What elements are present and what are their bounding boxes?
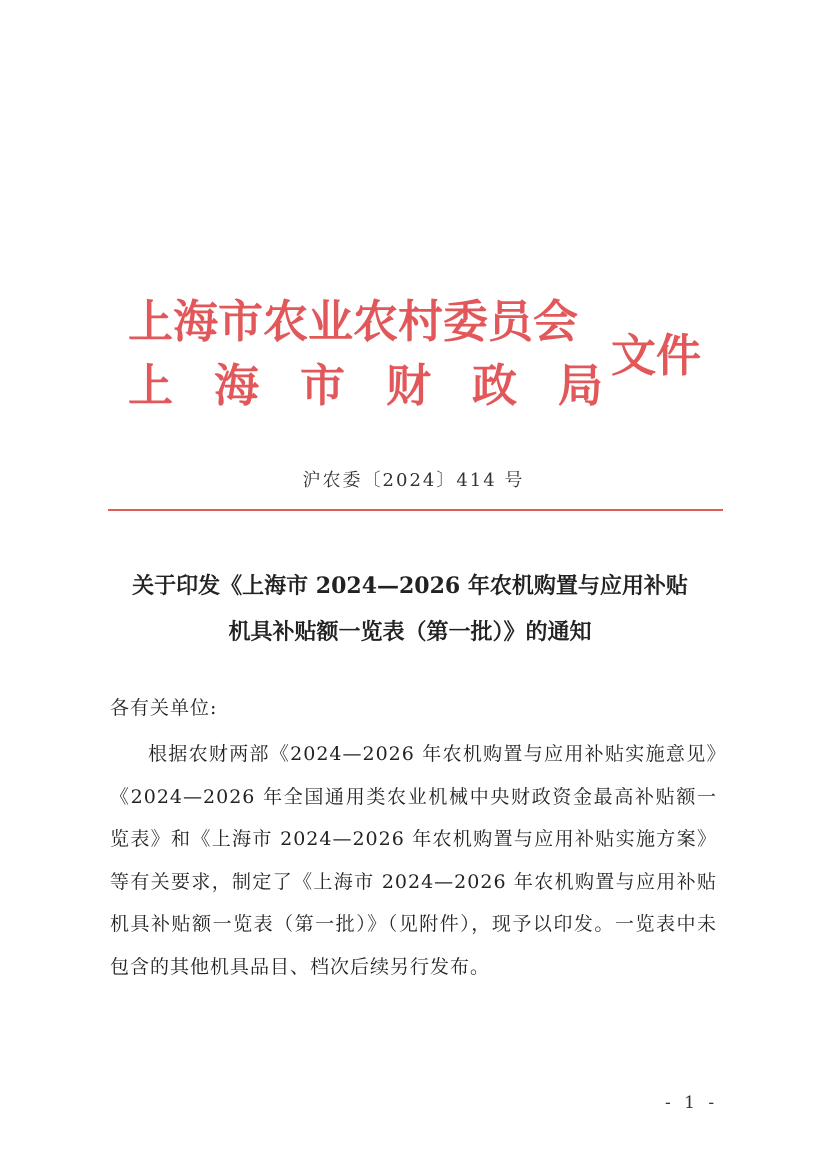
issuer-name-finance-bureau: [128, 349, 603, 414]
notice-title: [90, 563, 730, 655]
salutation: 各有关单位:: [110, 697, 218, 719]
issuer-char: 海: [213, 359, 259, 412]
notice-title-line-2: 机具补贴额一览表（第一批）》的通知: [228, 619, 592, 645]
issuer-name-agriculture-committee: 上海市农业农村委员会: [128, 295, 579, 348]
issuer-char: 局: [557, 359, 603, 412]
issuer-char: 财: [385, 359, 431, 412]
document-type-label: 文件: [611, 329, 702, 382]
page-number: - 1 -: [665, 1093, 719, 1113]
issuer-char: 政: [471, 359, 517, 412]
issuer-char: 市: [299, 359, 345, 412]
red-divider-line: [108, 509, 723, 511]
issuer-char: 上: [128, 359, 174, 412]
document-header: [128, 283, 728, 413]
body-paragraph: 根据农财两部《2024—2026 年农机购置与应用补贴实施意见》《2024—2026 年全国通用类农业机械中央财政资金最高补贴额一览表》和《上海市 2024—2026 年农机购置与应用补贴实施方案》等有关要求，制定了《上海市 2024—2026 年农机购置与应用补贴机具补贴额一览表（第一批）》（见附件），现予以印发。一览表中未包含的其他机具品目、档次后续另行发布。: [110, 743, 717, 978]
notice-title-line-1: 关于印发《上海市 2024—2026 年农机购置与应用补贴: [132, 573, 688, 599]
document-number: 沪农委〔2024〕414 号: [302, 470, 525, 491]
